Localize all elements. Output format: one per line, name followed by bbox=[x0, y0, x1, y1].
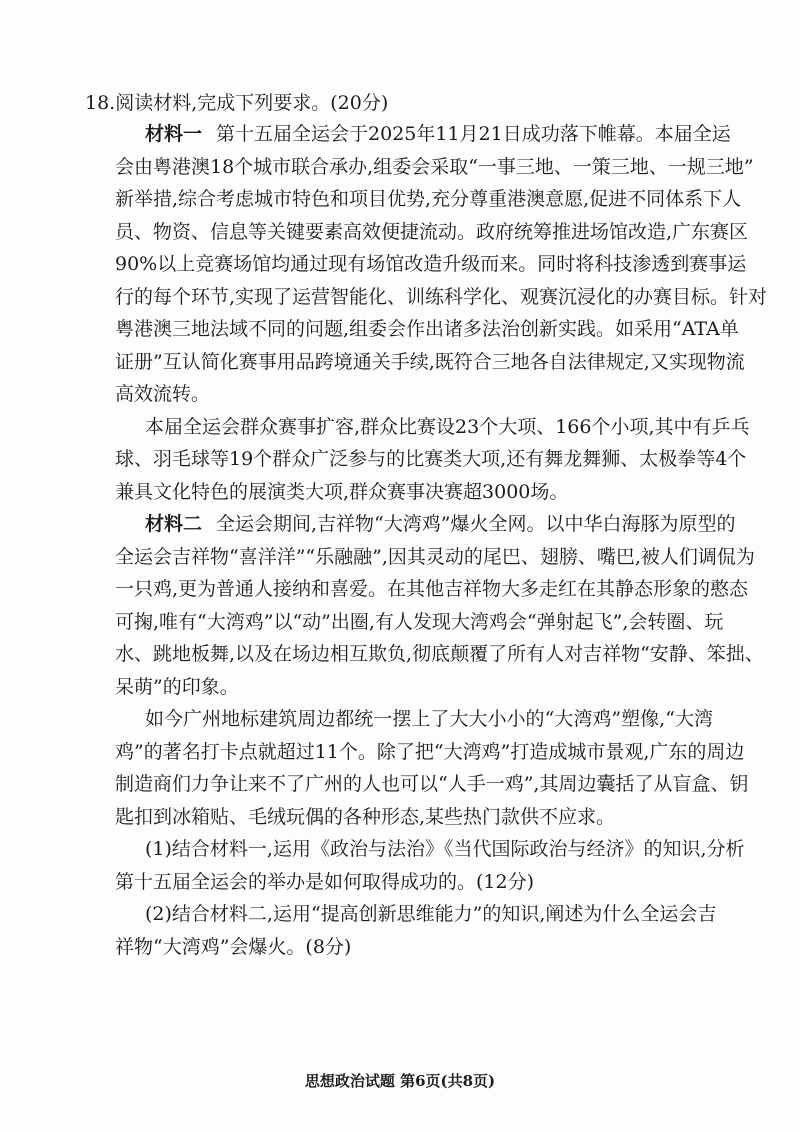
material1-p1-line bbox=[115, 281, 768, 314]
material-label: 材料二 bbox=[145, 513, 203, 535]
material2-p1-line bbox=[115, 541, 755, 574]
line-text: 球、羽毛球等19个群众广泛参与的比赛类大项,还有舞龙舞狮、太极拳等4个 bbox=[115, 448, 747, 470]
line-text: 可掬,唯有“大湾鸡”以“动”出圈,有人发现大湾鸡会“弹射起飞”,会转圈、玩 bbox=[115, 610, 724, 633]
material1-p1-line bbox=[115, 378, 713, 411]
line-text: 行的每个环节,实现了运营智能化、训练科学化、观赛沉浸化的办赛目标。针对 bbox=[115, 285, 768, 308]
line-text: 全运会吉祥物“喜洋洋”“乐融融”,因其灵动的尾巴、翅膀、嘴巴,被人们调侃为 bbox=[115, 545, 755, 568]
line-text: 兼具文化特色的展演类大项,群众赛事决赛超3000场。 bbox=[115, 480, 569, 503]
line-text: 90%以上竞赛场馆均通过现有场馆改造升级而来。同时将科技渗透到赛事运 bbox=[115, 253, 747, 275]
sub-question-2-line bbox=[115, 898, 717, 931]
material1-p1-line bbox=[115, 151, 754, 184]
line-text: 全运会期间,吉祥物“大湾鸡”爆火全网。以中华白海豚为原型的 bbox=[216, 513, 736, 535]
line-text: 祥物“大湾鸡”会爆火。(8分) bbox=[115, 935, 352, 958]
page-footer: 思想政治试题 第6页(共8页) bbox=[304, 1072, 496, 1090]
sub-question-2-line bbox=[115, 931, 713, 964]
line-text: 会由粤港澳18个城市联合承办,组委会采取“一事三地、一策三地、一规三地” bbox=[115, 155, 754, 178]
sub-question-1-line bbox=[115, 833, 745, 866]
line-text: 水、跳地板舞,以及在场边相互欺负,彻底颠覆了所有人对吉祥物“安静、笨拙、 bbox=[115, 643, 764, 665]
line-text: 新举措,综合考虑城市特色和项目优势,充分尊重港澳意愿,促进不同体系下人 bbox=[115, 188, 742, 210]
line-text: 如今广州地标建筑周边都统一摆上了大大小小的“大湾鸡”塑像,“大湾 bbox=[145, 708, 713, 730]
material2-p1-line bbox=[115, 638, 764, 671]
question-body bbox=[115, 118, 768, 963]
question-title: 18.阅读材料,完成下列要求。(20分) bbox=[85, 92, 389, 114]
material2-p1-line bbox=[115, 508, 736, 541]
material1-p1-line bbox=[115, 346, 745, 379]
material1-p1-line bbox=[115, 313, 739, 346]
line-text: 制造商们力争让来不了广州的人也可以“人手一鸡”,其周边囊括了从盲盒、钥 bbox=[115, 773, 749, 795]
line-text: 匙扣到冰箱贴、毛绒玩偶的各种形态,某些热门款供不应求。 bbox=[115, 805, 616, 828]
material1-p1-line bbox=[115, 183, 742, 216]
material1-p2-line bbox=[115, 443, 747, 476]
line-text: 本届全运会群众赛事扩容,群众比赛设23个大项、166个小项,其中有乒乓 bbox=[145, 415, 750, 438]
line-text: (2)结合材料二,运用“提高创新思维能力”的知识,阐述为什么全运会吉 bbox=[145, 903, 717, 925]
material2-p2-line bbox=[115, 736, 745, 769]
material2-p2-line bbox=[115, 703, 713, 736]
line-text: 高效流转。 bbox=[115, 383, 211, 405]
material2-p1-line bbox=[115, 671, 713, 704]
line-text: 粤港澳三地法域不同的问题,组委会作出诸多法治创新实践。如采用“ATA单 bbox=[115, 318, 739, 340]
material1-p1-line bbox=[115, 118, 731, 151]
line-text: 第十五届全运会于2025年11月21日成功落下帷幕。本届全运 bbox=[216, 123, 731, 145]
material1-p1-line bbox=[115, 216, 749, 249]
line-text: 呆萌”的印象。 bbox=[115, 675, 239, 698]
line-text: 鸡”的著名打卡点就超过11个。除了把“大湾鸡”打造成城市景观,广东的周边 bbox=[115, 740, 745, 763]
material-label: 材料一 bbox=[145, 123, 203, 145]
material1-p2-line bbox=[115, 476, 713, 509]
line-text: (1)结合材料一,运用《政治与法治》《当代国际政治与经济》的知识,分析 bbox=[145, 838, 745, 860]
material1-p2-line bbox=[115, 411, 750, 444]
line-text: 证册”互认简化赛事用品跨境通关手续,既符合三地各自法律规定,又实现物流 bbox=[115, 350, 745, 373]
line-text: 一只鸡,更为普通人接纳和喜爱。在其他吉祥物大多走红在其静态形象的憨态 bbox=[115, 578, 749, 600]
line-text: 员、物资、信息等关键要素高效便捷流动。政府统筹推进场馆改造,广东赛区 bbox=[115, 220, 749, 243]
line-text: 第十五届全运会的举办是如何取得成功的。(12分) bbox=[115, 870, 535, 893]
material2-p1-line bbox=[115, 606, 724, 639]
material2-p2-line bbox=[115, 801, 713, 834]
material2-p2-line bbox=[115, 768, 749, 801]
material1-p1-line bbox=[115, 248, 747, 281]
material2-p1-line bbox=[115, 573, 749, 606]
sub-question-1-line bbox=[115, 866, 713, 899]
